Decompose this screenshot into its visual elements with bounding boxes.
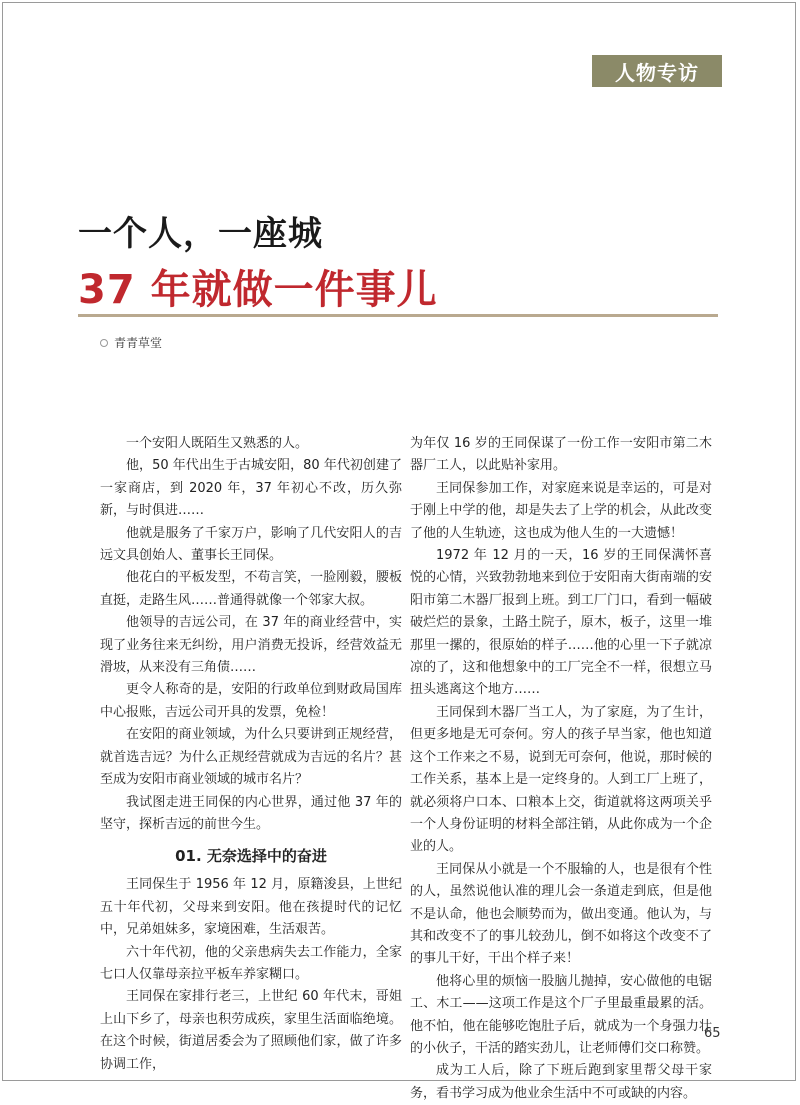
- paragraph: 王同保生于 1956 年 12 月，原籍浚县，上世纪五十年代初，父母来到安阳。他在孩提时代的记忆中，兄弟姐妹多，家境困难，生活艰苦。: [100, 877, 402, 938]
- title-rule: [78, 314, 718, 317]
- paragraph: 他花白的平板发型，不苟言笑，一脸刚毅，腰板直挺，走路生风……普通得就像一个邻家大叔。: [100, 570, 402, 608]
- paragraph: 王同保参加工作，对家庭来说是幸运的，可是对于刚上中学的他，却是失去了上学的机会，从此改变了他的人生轨迹，这也成为他人生的一大遗憾！: [410, 480, 712, 541]
- paragraph: 他将心里的烦恼一股脑儿抛掉，安心做他的电锯工、木工——这项工作是这个厂子里最重最累的活。他不怕，他在能够吃饱肚子后，就成为一个身强力壮的小伙子，干活的踏实劲儿，让老师傅们交口称赞。: [410, 973, 712, 1056]
- paragraph: 他领导的吉远公司，在 37 年的商业经营中，实现了业务往来无纠纷，用户消费无投诉，经营效益无滑坡，从来没有三角债……: [100, 615, 402, 676]
- author-byline: [100, 334, 162, 351]
- paragraph: 王同保到木器厂当工人，为了家庭，为了生计，但更多地是无可奈何。穷人的孩子早当家，他也知道这个工作来之不易，说到无可奈何，他说，那时候的工作关系，基本上是一定终身的。人到工厂上班了，就必须将户口本、口粮本上交，街道就将这两项关乎一个人身份证明的材料全部注销，从此你成为一个企业的人。: [410, 704, 712, 855]
- paragraph: 我试图走进王同保的内心世界，通过他 37 年的坚守，探析吉远的前世今生。: [100, 794, 402, 832]
- paragraph: 王同保从小就是一个不服输的人，也是很有个性的人，虽然说他认准的理儿会一条道走到底，但是他不是认命，他也会顺势而为，做出变通。他认为，与其和改变不了的事儿较劲儿，倒不如将这个改变不了的事儿干好，干出个样子来！: [410, 861, 712, 967]
- author-name: 青青草堂: [114, 336, 163, 350]
- paragraph: 他，50 年代出生于古城安阳，80 年代初创建了一家商店，到 2020 年，37 年初心不改，历久弥新，与时俱进……: [100, 458, 402, 519]
- paragraph: 成为工人后，除了下班后跑到家里帮父母干家务，看书学习成为他业余生活中不可或缺的内容。: [410, 1063, 712, 1101]
- paragraph: 王同保在家排行老三，上世纪 60 年代末，哥姐上山下乡了，母亲也积劳成疾，家里生活面临绝境。在这个时候，街道居委会为了照顾他们家，做了许多协调工作，: [100, 989, 402, 1072]
- right-column: [410, 433, 712, 1105]
- left-column: [100, 433, 402, 1076]
- paragraph: 更令人称奇的是，安阳的行政单位到财政局国库中心报账，吉远公司开具的发票，免检！: [100, 682, 402, 720]
- paragraph: 一个安阳人既陌生又熟悉的人。: [126, 436, 309, 451]
- page-number: 65: [704, 1026, 721, 1041]
- bullet-circle-icon: [100, 339, 108, 347]
- paragraph-continuation: 为年仅 16 岁的王同保谋了一份工作一安阳市第二木器厂工人，以此贴补家用。: [410, 436, 712, 474]
- section-heading: 01. 无奈选择中的奋进: [175, 847, 327, 866]
- paragraph: 1972 年 12 月的一天，16 岁的王同保满怀喜悦的心情，兴致勃勃地来到位于安阳南大街南端的安阳市第二木器厂报到上班。到工厂门口，看到一幅破破烂烂的景象，土路土院子，原木，板子，这里一堆那里一摞的，很原始的样子……他的心里一下子就凉凉的了，这和他想象中的工厂完全不一样，很想立马扭头逃离这个地方……: [410, 548, 712, 698]
- paragraph: 六十年代初，他的父亲患病失去工作能力，全家七口人仅靠母亲拉平板车养家糊口。: [100, 944, 402, 982]
- column-badge: 人物专访: [592, 55, 722, 87]
- paragraph: 他就是服务了千家万户，影响了几代安阳人的吉远文具创始人、董事长王同保。: [100, 525, 402, 564]
- title-line-1: 一个人，一座城: [78, 214, 323, 254]
- title-line-2: 37 年就做一件事儿: [78, 267, 438, 313]
- paragraph: 在安阳的商业领域，为什么只要讲到正规经营，就首选吉远？为什么正规经营就成为吉远的名片？甚至成为安阳市商业领域的城市名片？: [100, 727, 402, 788]
